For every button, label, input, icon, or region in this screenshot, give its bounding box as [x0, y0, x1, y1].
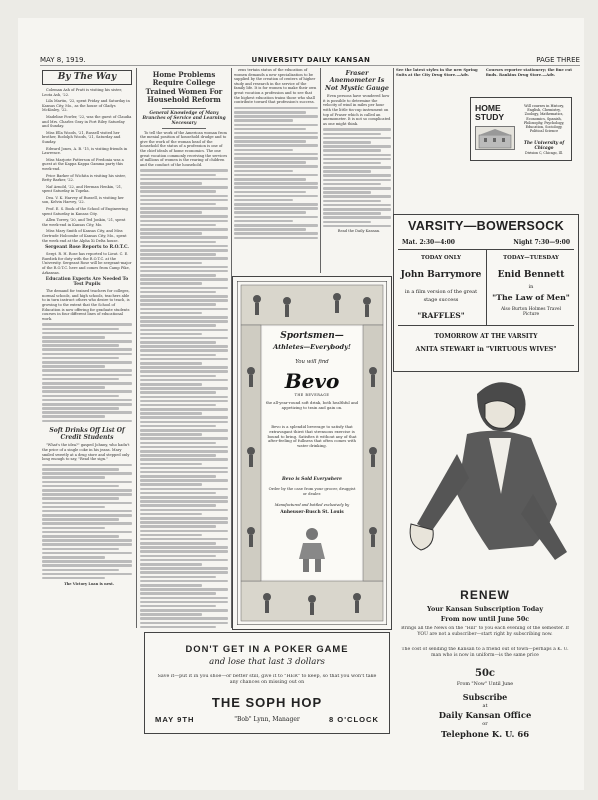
univ-chicago-address: Division C, Chicago, Ill.: [525, 151, 563, 155]
renew-man-illustration: [397, 374, 573, 578]
bevo-will-find: You will find: [295, 359, 329, 365]
col3-body: zens tertain status of the education of women demands a new specialization to be supplied by the creation of centers of higher study and research in the service of the family life. It is for women to make their own great vocation a profession and to see that the highest education trains those who shall contribute toward that profession's success.: [234, 68, 317, 105]
page-header: [40, 55, 580, 66]
renew-subscribe: Subscribe: [462, 692, 508, 702]
bevo-ad: [232, 276, 392, 630]
soft-drinks-headline: Soft Drinks Off List Of Credit Students: [49, 427, 125, 441]
bevo-body1: the all-year-round soft drink, both healthful and appetizing to train and gain on.: [265, 401, 359, 410]
header-page-number: PAGE THREE: [536, 56, 580, 64]
renew-price-sub: From "Now" Until June: [456, 682, 514, 687]
left-feature-star: John Barrymore: [400, 270, 482, 280]
header-paper-name: UNIVERSITY DAILY KANSAN: [251, 56, 371, 64]
soph-hop-manager: "Bob" Lynn, Manager: [234, 716, 300, 723]
renew-price: 50c: [474, 668, 495, 679]
home-study-title: HOME STUDY: [475, 103, 505, 122]
society-item: Miss Mary Smith of Kansas City, and Miss Gertrude Holcombe of Kansas City, Mo., spent the week end at the Alpha Xi Delta house.: [42, 229, 127, 243]
bevo-body2: Bevo is a splendid beverage to satisfy that extravagant thirst that strenuous exercise is bound to bring. Satisfies it without any of that after-feeling of fullness that often comes with water drinking.: [267, 425, 357, 449]
renew-title: RENEW: [460, 588, 510, 602]
read-kansan-note: Read the Daily Kansan.: [337, 229, 381, 234]
ad-course-supplies: Courses reporter stationery; the fine cut finds. Rankins Drug Store.—Adv.: [486, 68, 572, 77]
column-home-problems: [140, 68, 228, 628]
renew-line2: From now until June 50c: [440, 615, 530, 623]
society-item: Naf Arnold, '22, and Herman Henkin, '21, spent Saturday in Topeka.: [42, 184, 123, 194]
right-feature-extra: Also Burton Holmes Travel Picture: [500, 307, 562, 318]
today-only-label: TODAY ONLY: [421, 255, 461, 261]
univ-chicago-name: The University of Chicago: [523, 140, 565, 150]
poker-headline: DON'T GET IN A POKER GAME: [185, 643, 349, 654]
bevo-logo: Bevo: [284, 369, 340, 393]
society-item: Coleman Ash of Pratt is visiting his sister, Leota Ash, '22.: [42, 88, 123, 97]
renew-ad: [393, 374, 577, 744]
society-item: Madeline Fowler, '22, was the guest of Claudia and Mrs. Charles Gray in Fort Riley Saturday and Sunday.: [42, 114, 132, 129]
varsity-bowersock-ad: [393, 214, 579, 372]
soph-hop-date: MAY 9TH: [155, 715, 195, 724]
society-item: Miss Ella Woods, '21, Russell visited her brother, Rodolph Woods, '21, Saturday and Sunday.: [42, 130, 121, 144]
right-feature-in: in: [528, 284, 534, 290]
column-home-problems-continued: [234, 68, 318, 273]
sergeant-body: Sergt. R. H. Rose has reported to Lieut. C. E. Ruediek for duty with the R.O.T.C. at the University. Sergeant Rose will be sergeant-major of the R.O.T.C. here and comes from Camp Pike, Arkansas.: [42, 252, 132, 275]
ad-see-latest: See the latest styles in the new Spring Suits at the City Drug Store.—Adv.: [396, 68, 478, 77]
poker-subheadline: and lose that last 3 dollars: [209, 657, 325, 667]
soph-hop-title: THE SOPH HOP: [211, 695, 323, 710]
anemometer-body: Even persons have wondered how it is possible to determine the velocity of wind in miles per hour with the little tin-cup instrument on top of Fraser which is called an anemometer. It is not so complicated as one might think.: [323, 94, 391, 126]
right-feature-star: Enid Bennett: [497, 270, 565, 280]
society-item: Allen Torrey, '20, and Ted Jonkin, '21, spent the week-end in Kansas City, Mo.: [42, 218, 126, 227]
society-item: Miss Marjorie Patterson of Fredonia was a guest at the Kappa Kappa Gamma party this week-end.: [42, 157, 124, 171]
educators-headline: Education Experts Are Needed To Test Pupils: [45, 277, 129, 288]
bevo-maker-note: Manufactured and bottled exclusively by: [274, 503, 350, 507]
column-anemometer: [323, 68, 391, 273]
bevo-athletes: Athletes—Everybody!: [273, 343, 351, 351]
left-feature-desc1: in a film version of the great: [404, 289, 478, 295]
tomorrow-label: TOMORROW AT THE VARSITY: [434, 333, 538, 340]
renew-at: at: [482, 703, 488, 709]
poker-body: Save it—put it in you shoe—or better still, give it to "HER" to keep, so that you won't take any chances on missing out on: [157, 674, 377, 685]
soph-hop-time: 8 O'CLOCK: [328, 715, 379, 724]
home-problems-body: To tell the work of the American woman from the menial position of household drudge and to give the work of the woman head of the household the status of a profession is one of the chief ideals of home economics. The one great vocation commonly receiving the services of millions of women is the rearing of children and the conduct of the household.: [140, 130, 228, 167]
society-item: Prof. E. S. Book of the School of Engineering spent Saturday in Kansas City.: [42, 207, 128, 216]
home-problems-headline: Home Problems Require College Trained Women For Household Reform: [145, 70, 223, 105]
bevo-sportsmen: Sportsmen—: [280, 331, 344, 341]
by-the-way-box: [42, 70, 132, 85]
left-feature-title: "RAFFLES": [417, 311, 465, 320]
soft-drinks-body: "What's the idea?" gasped Johnny, who hadn't the price of a single coke in his jeans. Mary smiled sweetly at a drug store and stepped only long enough to say, "Read the sign.": [42, 443, 130, 462]
tomorrow-feature: ANITA STEWART in "VIRTUOUS WIVES": [415, 346, 557, 353]
bevo-athlete-illustration: [281, 525, 343, 573]
victory-loan-note: The Victory Loan is next.: [63, 582, 115, 587]
bevo-sold: Bevo is Sold Everywhere: [282, 477, 342, 482]
renew-line1: Your Kansan Subscription Today: [426, 605, 544, 613]
today-tuesday-label: TODAY—TUESDAY: [503, 255, 559, 261]
home-study-ad: [470, 97, 572, 161]
home-problems-subhead: General Knowledge of Many Branches of Service and Learning Necessary: [142, 110, 226, 126]
renew-line3: Brings all the News on the "Hill" to you each evening of the semester. If YOU are not a subscriber—start right by subscribing now.: [401, 626, 569, 637]
varsity-night-time: Night 7:30—9:00: [513, 239, 570, 246]
society-item: Price Barker of Wichita is visiting his sister, Betty Barker, '22.: [42, 173, 126, 183]
header-date: MAY 8, 1919.: [40, 56, 86, 64]
right-feature-title: "The Law of Men": [492, 293, 570, 302]
by-the-way-heading: By The Way: [57, 72, 117, 82]
column-society: [42, 68, 132, 788]
renew-telephone: Telephone K. U. 66: [440, 729, 530, 739]
varsity-matinee-time: Mat. 2:30—4:00: [402, 239, 455, 246]
renew-office: Daily Kansan Office: [438, 710, 532, 720]
renew-line4: The cost of sending the Kansan to a friend out of town—perhaps a K. U. man who is now in uniform—is the same price: [401, 647, 569, 658]
anemometer-headline: Fraser Anemometer Is Not Mystic Gauge: [325, 69, 389, 92]
varsity-title: VARSITY—BOWERSOCK: [408, 219, 564, 233]
sergeant-headline: Sergeant Rose Reports to R.O.T.C.: [45, 245, 129, 251]
bevo-tagline: THE BEVERAGE: [294, 393, 330, 397]
left-feature-desc2: stage success: [423, 297, 459, 303]
home-study-subjects: Will courses in History, English, Chemistry, Zoology, Mathematics, Economics, Spanish, Philosophy, Psychology, Education, Sociology, Political Science: [523, 104, 565, 134]
society-item: Dea. V. K. Harvey of Russell, is visiting her son, Kelvin Harvey, '22.: [42, 195, 124, 205]
educators-body: The demand for trained teachers for colleges, normal schools, and high schools, teachers able to in turn instruct others who desire to teach, is growing to the extent that the School of Education is now offering for graduate students courses in four different lines of educational work.: [42, 289, 130, 321]
bevo-company: Anheuser-Busch St. Louis: [280, 510, 344, 515]
bevo-order: Order by the case from your grocer, druggist or dealer.: [268, 487, 356, 496]
society-item: Edward Jones, A. B. '15, is visiting friends in Lawrence.: [42, 146, 128, 156]
building-illustration: [475, 126, 515, 150]
renew-or: or: [482, 721, 488, 727]
society-item: Lila Martin, '22, spent Friday and Saturday in Kansas City, Mo., as the house of Gladys McKinley, '22.: [42, 99, 130, 113]
soph-hop-ad: [144, 632, 390, 734]
